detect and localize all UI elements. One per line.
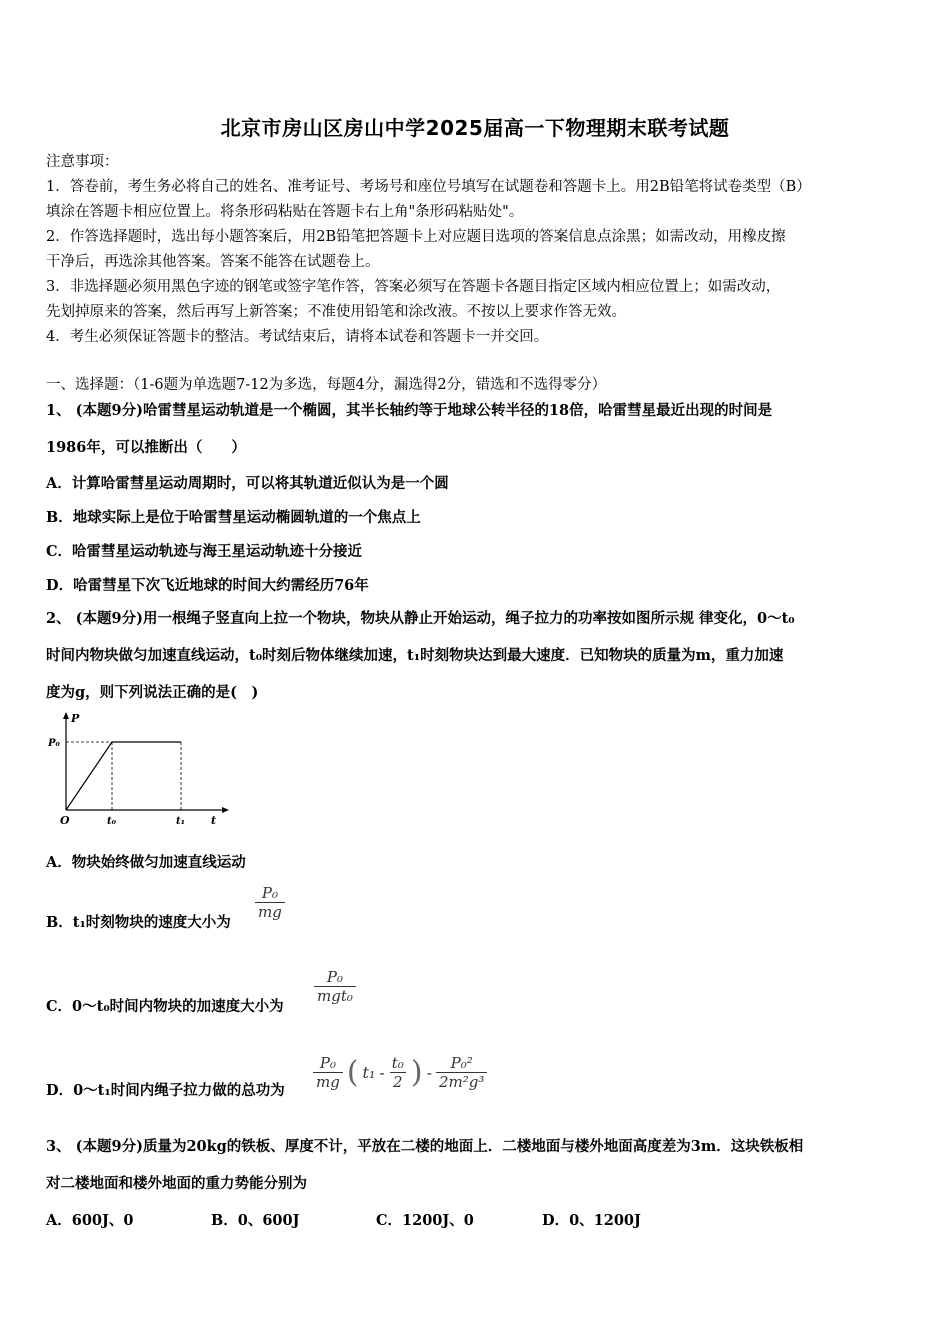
denominator: 2m²g³ — [436, 1072, 487, 1091]
notice-heading: 注意事项： — [46, 154, 119, 170]
question-text: 1986年，可以推断出（ ） — [46, 439, 246, 456]
question-text: 3、 (本题9分)质量为20kg的铁板、厚度不计，平放在二楼的地面上．二楼地面与楼外地面高度差为3m．这块铁板相 — [46, 1138, 804, 1155]
option-b: B．地球实际上是位于哈雷彗星运动椭圆轨道的一个焦点上 — [46, 509, 421, 526]
option-c: C．1200J、0 — [376, 1212, 474, 1229]
question-text: 对二楼地面和楼外地面的重力势能分别为 — [46, 1175, 307, 1192]
x-axis-arrow-icon — [222, 807, 229, 813]
option-a: A．600J、0 — [46, 1212, 134, 1229]
option-a: A．计算哈雷彗星运动周期时，可以将其轨道近似认为是一个圆 — [46, 475, 449, 492]
question-2 — [46, 600, 908, 711]
formula-b — [255, 884, 285, 921]
q3-options-row — [46, 1209, 906, 1229]
notice-section — [46, 150, 906, 350]
denominator: 2 — [390, 1072, 406, 1091]
denominator: mg — [313, 1072, 343, 1091]
page-title: 北京市房山区房山中学2025届高一下物理期末联考试题 — [220, 116, 730, 140]
question-text: 1、 (本题9分)哈雷彗星运动轨道是一个椭圆，其半长轴约等于地球公转半径的18倍，哈雷彗星最近出现的时间是 — [46, 402, 773, 419]
x-axis-label: t — [211, 814, 217, 827]
option-b: B．t₁时刻物块的速度大小为 — [46, 914, 231, 931]
question-text: 2、 (本题9分)用一根绳子竖直向上拉一个物块，物块从静止开始运动，绳子拉力的功率按如图所示规 律变化，0～t₀ — [46, 610, 795, 627]
origin-label: O — [60, 814, 70, 827]
p0-tick-label: P₀ — [48, 738, 60, 749]
option-d: D．0、1200J — [542, 1212, 641, 1229]
formula-c — [314, 968, 356, 1005]
denominator: mg — [255, 902, 285, 921]
numerator: P₀² — [450, 1054, 473, 1072]
question-text: 时间内物块做匀加速直线运动，t₀时刻后物体继续加速，t₁时刻物块达到最大速度．已知物块的质量为m，重力加速 — [46, 647, 784, 664]
ramp-line — [66, 742, 112, 810]
option-b: B．0、600J — [211, 1212, 300, 1229]
minus-sign: - — [379, 1063, 385, 1082]
question-1 — [46, 392, 908, 466]
denominator: mgt₀ — [314, 986, 356, 1005]
left-paren: ( — [346, 1055, 359, 1090]
t1-term: t₁ — [362, 1063, 376, 1082]
minus-sign: - — [426, 1063, 432, 1082]
option-a: A．物块始终做匀加速直线运动 — [46, 854, 246, 871]
notice-line: 填涂在答题卡相应位置上。将条形码粘贴在答题卡右上角"条形码粘贴处"。 — [46, 204, 524, 220]
question-3 — [46, 1128, 908, 1202]
notice-line: 干净后，再选涂其他答案。答案不能答在试题卷上。 — [46, 254, 380, 270]
numerator: P₀ — [261, 884, 278, 902]
question-text: 度为g，则下列说法正确的是( ) — [46, 684, 259, 701]
option-c: C．哈雷彗星运动轨迹与海王星运动轨迹十分接近 — [46, 543, 363, 560]
y-axis-label: P — [71, 712, 80, 725]
notice-line: 1．答卷前，考生务必将自己的姓名、准考证号、考场号和座位号填写在试题卷和答题卡上。用2B铅笔将试卷类型（B） — [46, 179, 811, 195]
option-d: D．哈雷彗星下次飞近地球的时间大约需经历76年 — [46, 577, 369, 594]
numerator: P₀ — [326, 968, 343, 986]
t0-tick-label: t₀ — [107, 816, 116, 827]
power-time-graph — [44, 710, 234, 828]
notice-line: 先划掉原来的答案，然后再写上新答案；不准使用铅笔和涂改液。不按以上要求作答无效。 — [46, 304, 626, 320]
numerator: t₀ — [391, 1054, 404, 1072]
option-d: D．0～t₁时间内绳子拉力做的总功为 — [46, 1082, 285, 1099]
notice-line: 3．非选择题必须用黑色字迹的钢笔或签字笔作答，答案必须写在答题卡各题目指定区域内相应位置上；如需改动， — [46, 279, 781, 295]
option-c: C．0～t₀时间内物块的加速度大小为 — [46, 998, 284, 1015]
notice-line: 4．考生必须保证答题卡的整洁。考试结束后，请将本试卷和答题卡一并交回。 — [46, 329, 549, 345]
y-axis-arrow-icon — [63, 712, 69, 719]
formula-d — [313, 1054, 487, 1091]
notice-line: 2．作答选择题时，选出每小题答案后，用2B铅笔把答题卡上对应题目选项的答案信息点涂黑；如需改动，用橡皮擦 — [46, 229, 786, 245]
right-paren: ) — [410, 1055, 423, 1090]
section-heading: 一、选择题：（1-6题为单选题7-12为多选，每题4分，漏选得2分，错选和不选得零分） — [46, 377, 607, 393]
t1-tick-label: t₁ — [176, 816, 185, 827]
numerator: P₀ — [319, 1054, 336, 1072]
